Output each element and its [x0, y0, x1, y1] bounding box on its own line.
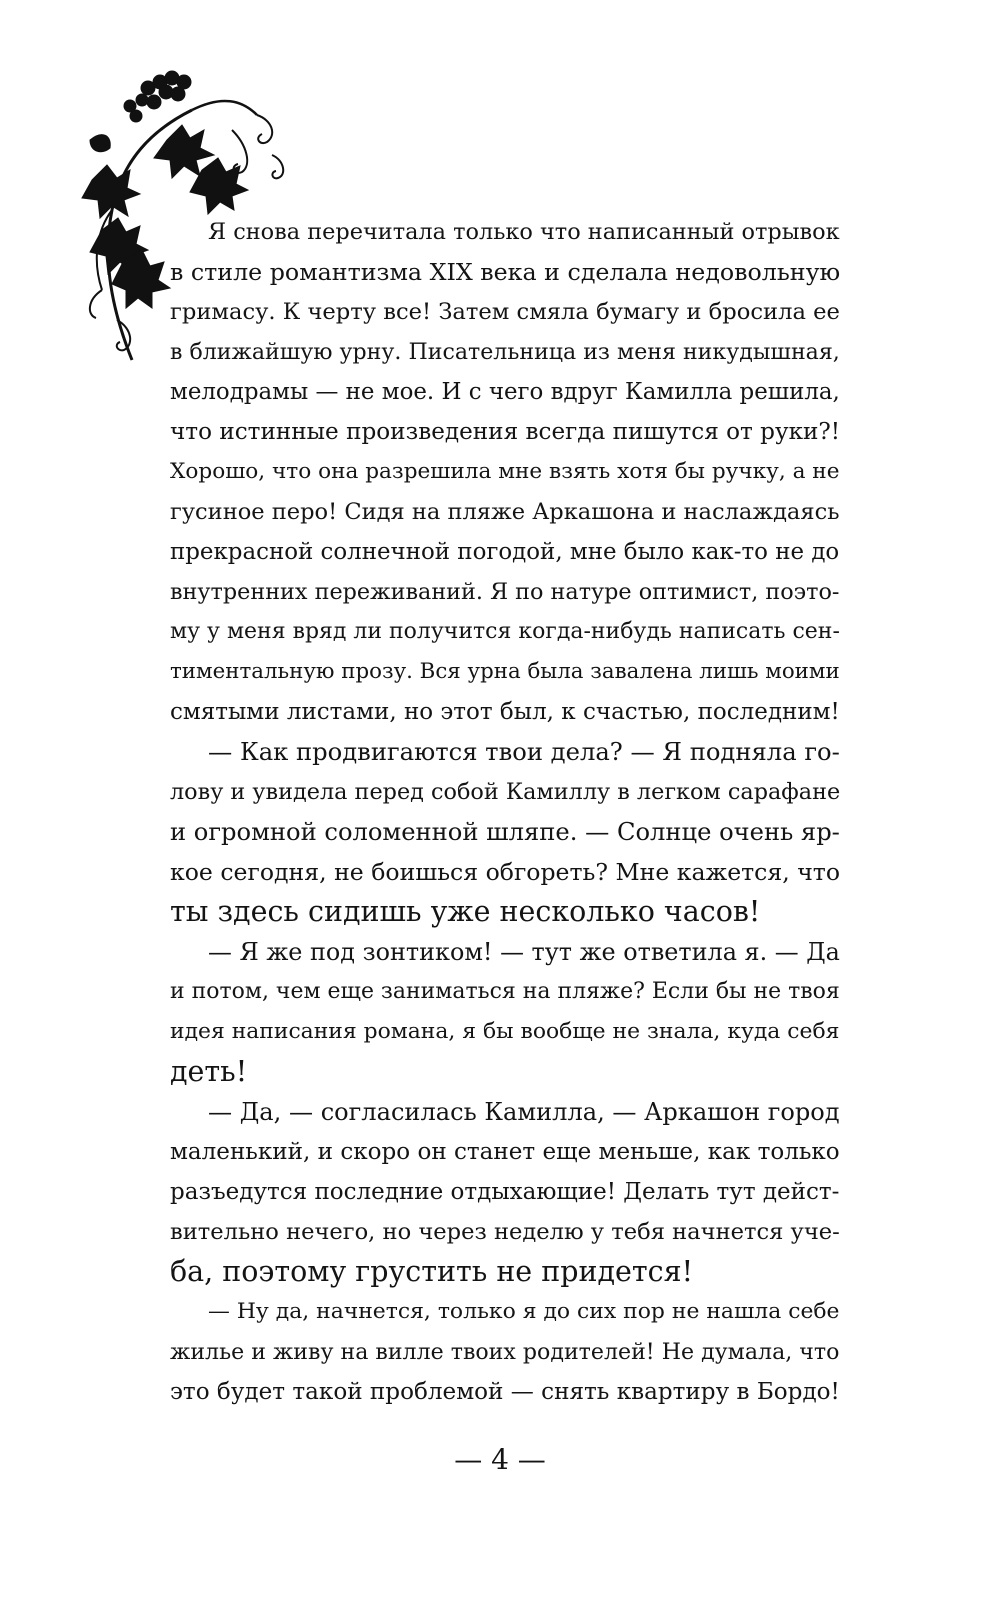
- text-line: — Ну да, начнется, только я до сих пор не нашла себе: [208, 1299, 840, 1324]
- text-line: Хорошо, что она разрешила мне взять хотя бы ручку, а не: [170, 459, 840, 484]
- text-line: жилье и живу на вилле твоих родителей! Не думала, что: [170, 1339, 840, 1365]
- text-line: деть!: [170, 1055, 248, 1088]
- text-line: — Да, — согласилась Камилла, — Аркашон город: [208, 1098, 840, 1126]
- text-line: разъедутся последние отдыхающие! Делать тут дейст-: [170, 1179, 840, 1205]
- text-line: и огромной соломенной шляпе. — Солнце очень яр-: [170, 818, 840, 846]
- text-line: гусиное перо! Сидя на пляже Аркашона и наслаждаясь: [170, 499, 840, 525]
- text-line: тиментальную прозу. Вся урна была завалена лишь моими: [170, 659, 840, 684]
- text-line: и потом, чем еще заниматься на пляже? Если бы не твоя: [170, 979, 840, 1004]
- text-line: маленький, и скоро он станет еще меньше, как только: [170, 1139, 840, 1165]
- text-line: смятыми листами, но этот был, к счастью, последним!: [170, 699, 840, 725]
- text-line: внутренних переживаний. Я по натуре оптимист, поэто-: [170, 579, 840, 605]
- text-line: — Как продвигаются твои дела? — Я подняла го-: [208, 737, 840, 766]
- text-line: лову и увидела перед собой Камиллу в легком сарафане: [170, 779, 840, 805]
- text-line: му у меня вряд ли получится когда-нибудь написать сен-: [170, 619, 840, 644]
- text-line: кое сегодня, не боишься обгореть? Мне кажется, что: [170, 858, 840, 886]
- text-line: Я снова перечитала только что написанный отрывок: [208, 219, 840, 245]
- text-line: мелодрамы — не мое. И с чего вдруг Камилла решила,: [170, 379, 840, 405]
- text-line: вительно нечего, но через неделю у тебя начнется уче-: [170, 1219, 840, 1245]
- text-line: в ближайшую урну. Писательница из меня никудышная,: [170, 339, 840, 365]
- text-line: — Я же под зонтиком! — тут же ответила я. — Да: [208, 938, 840, 966]
- text-line: гримасу. К черту все! Затем смяла бумагу и бросила ее: [170, 299, 840, 325]
- page-number: — 4 —: [454, 1443, 546, 1476]
- text-line: в стиле романтизма XIX века и сделала недовольную: [170, 258, 840, 286]
- text-line: это будет такой проблемой — снять квартиру в Бордо!: [170, 1379, 840, 1405]
- text-line: прекрасной солнечной погодой, мне было как-то не до: [170, 539, 840, 565]
- text-line: что истинные произведения всегда пишутся от руки?!: [170, 419, 840, 445]
- text-line: ба, поэтому грустить не придется!: [170, 1255, 694, 1288]
- text-line: ты здесь сидишь уже несколько часов!: [170, 895, 761, 928]
- text-line: идея написания романа, я бы вообще не знала, куда себя: [170, 1019, 840, 1044]
